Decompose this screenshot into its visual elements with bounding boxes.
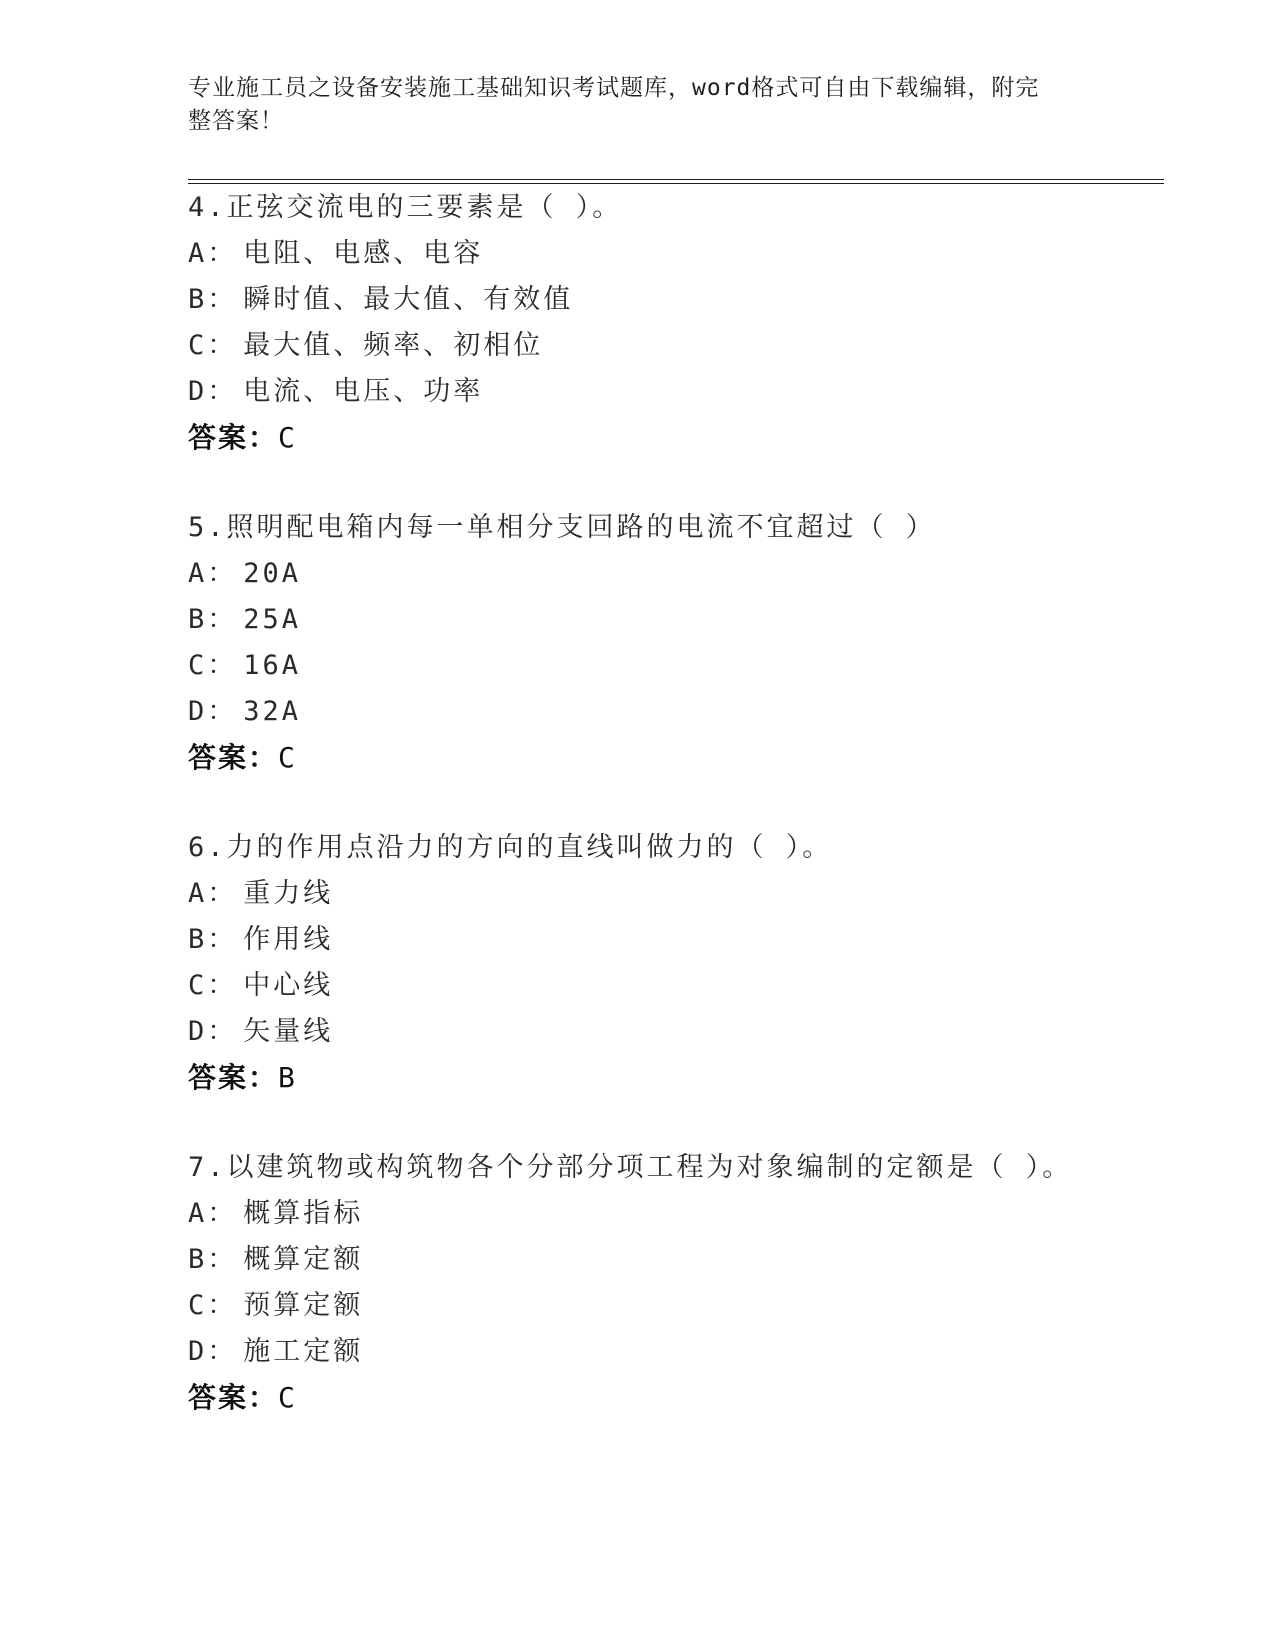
option-d	[188, 369, 1188, 415]
question-block	[188, 1145, 1188, 1421]
option-c	[188, 643, 1188, 689]
answer-line	[188, 415, 1188, 461]
answer-line	[188, 735, 1188, 781]
option-c	[188, 1283, 1188, 1329]
question-stem: 6.力的作用点沿力的方向的直线叫做力的（ ）。	[188, 832, 833, 863]
option-letter: B：	[188, 924, 238, 955]
option-c	[188, 963, 1188, 1009]
option-letter: D：	[188, 1016, 238, 1047]
option-text: 预算定额	[243, 1290, 364, 1321]
option-b	[188, 277, 1188, 323]
option-text: 瞬时值、最大值、有效值	[243, 284, 574, 315]
option-letter: D：	[188, 1336, 238, 1367]
question-stem: 5.照明配电箱内每一单相分支回路的电流不宜超过（ ）	[188, 512, 936, 543]
question-block	[188, 185, 1188, 461]
option-d	[188, 689, 1188, 735]
option-text: 电流、电压、功率	[243, 376, 484, 407]
answer-label: 答案：	[188, 741, 279, 774]
option-letter: B：	[188, 1244, 238, 1275]
option-letter: C：	[188, 970, 238, 1001]
option-text: 16A	[243, 650, 302, 681]
option-letter: C：	[188, 1290, 238, 1321]
answer-line	[188, 1055, 1188, 1101]
answer-line	[188, 1375, 1188, 1421]
option-a	[188, 551, 1188, 597]
option-b	[188, 1237, 1188, 1283]
option-letter: A：	[188, 558, 238, 589]
document-header	[188, 72, 1088, 138]
option-letter: B：	[188, 284, 238, 315]
option-d	[188, 1009, 1188, 1055]
option-text: 20A	[243, 558, 302, 589]
answer-value: C	[278, 421, 295, 454]
option-text: 最大值、频率、初相位	[243, 330, 544, 361]
option-c	[188, 323, 1188, 369]
option-text: 矢量线	[243, 1016, 334, 1047]
option-letter: D：	[188, 696, 238, 727]
question-stem: 7.以建筑物或构筑物各个分部分项工程为对象编制的定额是（ ）。	[188, 1152, 1073, 1183]
header-divider	[188, 179, 1164, 184]
option-letter: C：	[188, 330, 238, 361]
question-block	[188, 505, 1188, 781]
question-block	[188, 825, 1188, 1101]
option-a	[188, 231, 1188, 277]
option-letter: A：	[188, 878, 238, 909]
option-text: 电阻、电感、电容	[243, 238, 484, 269]
option-text: 32A	[243, 696, 302, 727]
option-letter: C：	[188, 650, 238, 681]
option-letter: A：	[188, 238, 238, 269]
option-text: 25A	[243, 604, 302, 635]
answer-label: 答案：	[188, 1381, 279, 1414]
option-a	[188, 1191, 1188, 1237]
option-text: 中心线	[243, 970, 334, 1001]
option-d	[188, 1329, 1188, 1375]
answer-value: C	[278, 741, 295, 774]
option-text: 概算定额	[243, 1244, 364, 1275]
option-letter: D：	[188, 376, 238, 407]
answer-label: 答案：	[188, 421, 279, 454]
header-line-2: 整答案！	[188, 108, 284, 134]
option-text: 作用线	[243, 924, 334, 955]
header-line-1: 专业施工员之设备安装施工基础知识考试题库，word格式可自由下载编辑，附完	[188, 75, 1040, 101]
answer-label: 答案：	[188, 1061, 279, 1094]
answer-value: B	[278, 1061, 295, 1094]
option-text: 施工定额	[243, 1336, 364, 1367]
option-b	[188, 597, 1188, 643]
option-a	[188, 871, 1188, 917]
option-text: 重力线	[243, 878, 334, 909]
question-stem: 4.正弦交流电的三要素是（ ）。	[188, 192, 623, 223]
option-text: 概算指标	[243, 1198, 364, 1229]
option-letter: A：	[188, 1198, 238, 1229]
option-b	[188, 917, 1188, 963]
answer-value: C	[278, 1381, 295, 1414]
option-letter: B：	[188, 604, 238, 635]
